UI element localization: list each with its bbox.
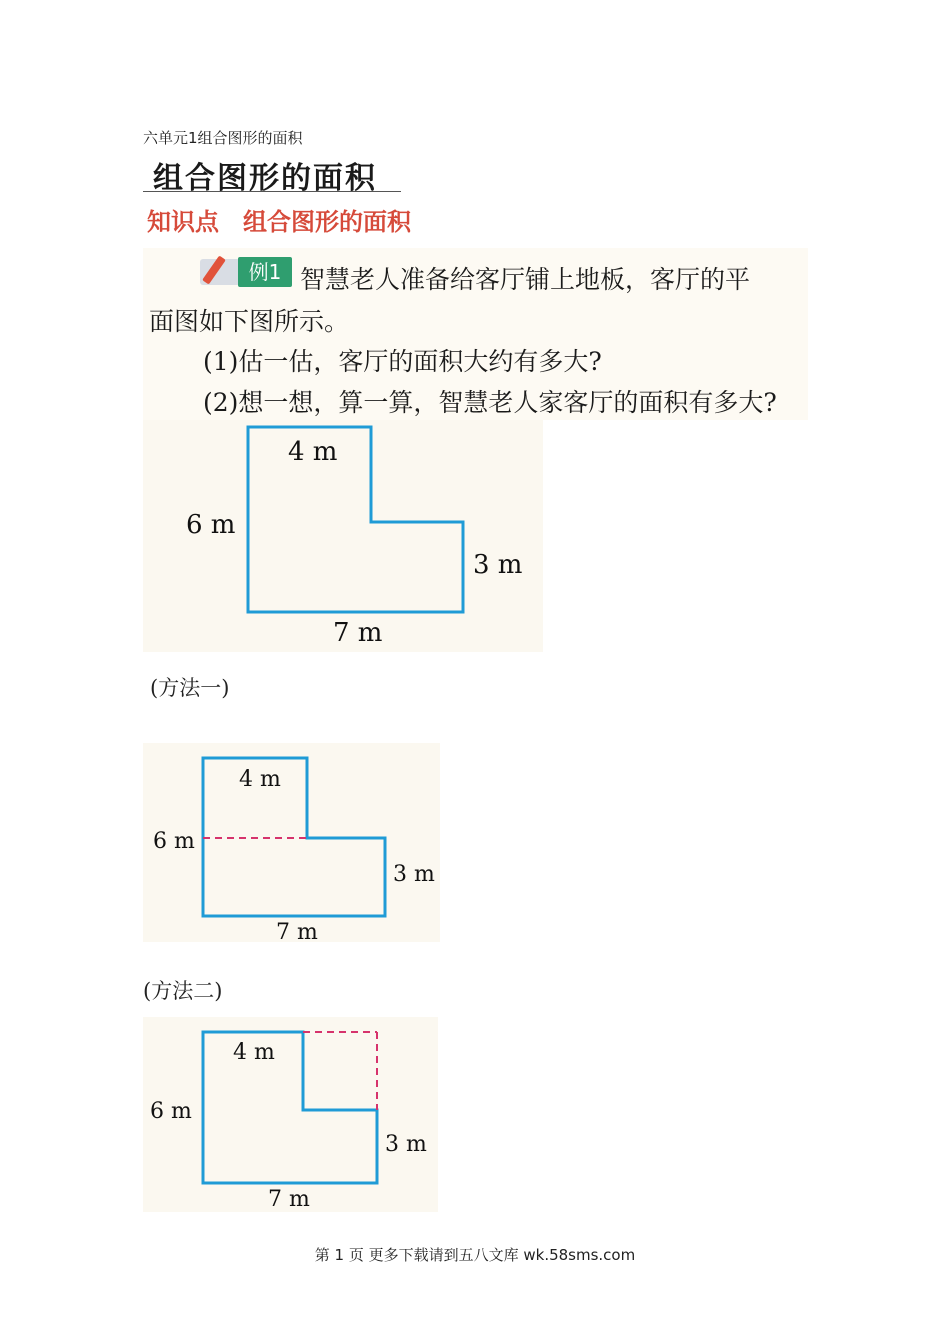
example-badge — [200, 257, 292, 287]
example-badge-label: 例1 — [238, 257, 292, 287]
question-2: (2)想一想，算一算，智慧老人家客厅的面积有多大? — [203, 388, 777, 417]
m2-dim-bottom: 7 m — [268, 1187, 310, 1212]
m2-dim-left: 6 m — [150, 1099, 192, 1124]
m2-dim-right: 3 m — [385, 1132, 427, 1157]
question-1: (1)估一估，客厅的面积大约有多大? — [203, 347, 602, 376]
dim-top: 4 m — [288, 437, 338, 467]
method2-outline — [203, 1032, 377, 1183]
method2-label: (方法二) — [143, 979, 223, 1003]
knowledge-label: 知识点 — [147, 208, 219, 236]
unit-label: 六单元1组合图形的面积 — [143, 129, 303, 147]
page-footer: 第 1 页 更多下载请到五八文库 wk.58sms.com — [314, 1246, 636, 1264]
m1-dim-right: 3 m — [393, 862, 435, 887]
dim-right: 3 m — [473, 550, 523, 580]
method1-label: (方法一) — [150, 676, 230, 700]
knowledge-heading — [147, 202, 411, 237]
m1-dim-top: 4 m — [239, 767, 281, 792]
dim-left: 6 m — [186, 510, 236, 540]
example-text-line2: 面图如下图所示。 — [149, 307, 350, 336]
page-title: 组合图形的面积 — [153, 161, 377, 196]
m1-dim-left: 6 m — [153, 829, 195, 854]
knowledge-topic: 组合图形的面积 — [243, 208, 411, 236]
pencil-icon — [200, 259, 240, 285]
m1-dim-bottom: 7 m — [276, 920, 318, 942]
method1-figure — [143, 743, 440, 942]
dim-bottom: 7 m — [333, 618, 383, 648]
title-underline — [143, 191, 401, 192]
floor-plan-figure — [143, 420, 543, 652]
m2-dim-top: 4 m — [233, 1040, 275, 1065]
method2-figure — [143, 1017, 438, 1212]
example-text-line1: 智慧老人准备给客厅铺上地板，客厅的平 — [300, 265, 751, 294]
l-shape-outline — [248, 427, 463, 612]
